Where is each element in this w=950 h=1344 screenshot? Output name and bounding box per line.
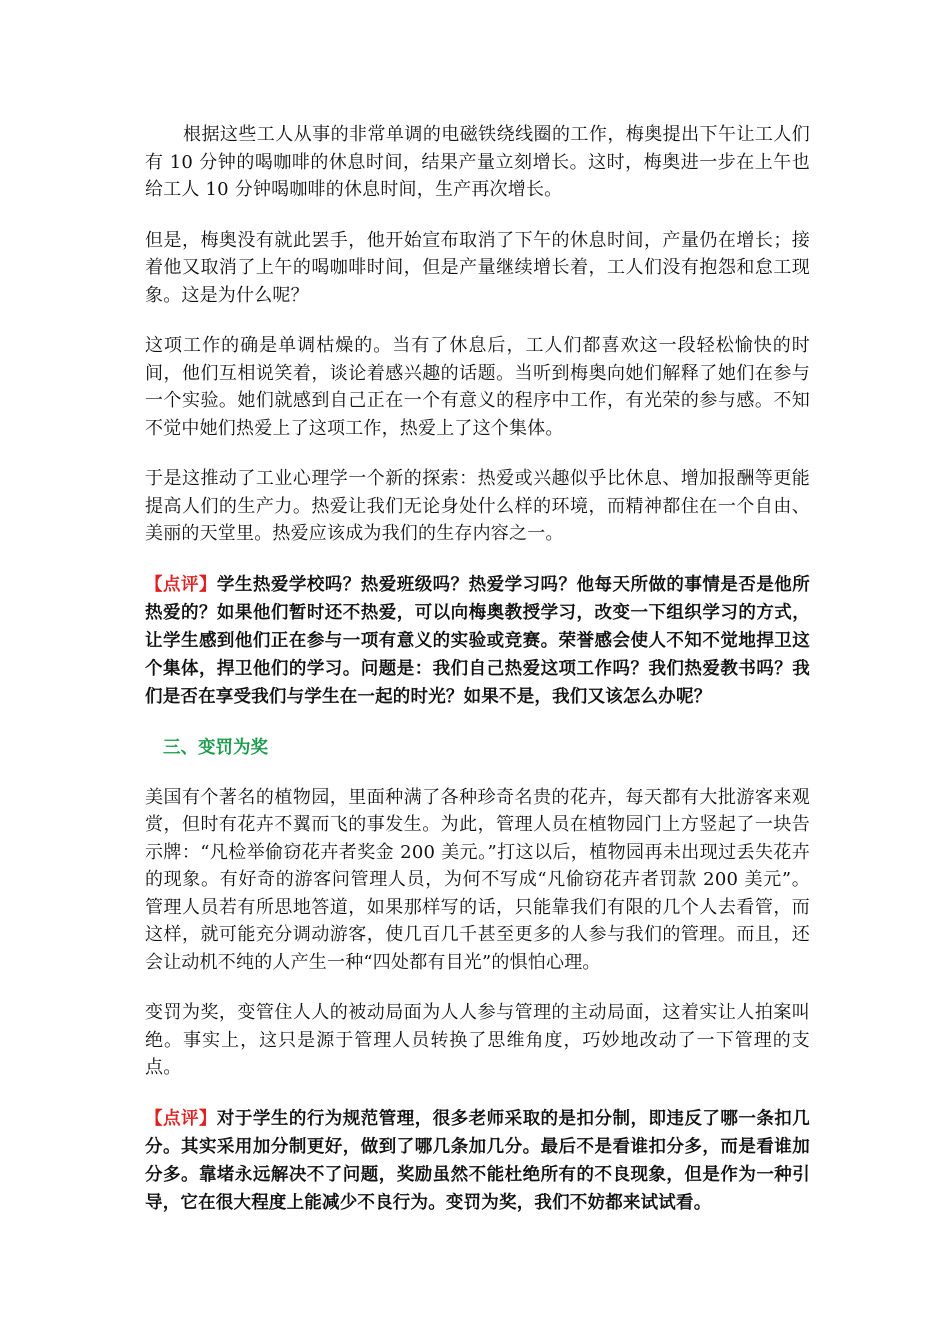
comment-tag: 【点评】 — [145, 574, 217, 595]
comment-tag: 【点评】 — [145, 1108, 217, 1129]
paragraph-reward-instead: 变罚为奖，变管住人人的被动局面为人人参与管理的主动局面，这着实让人拍案叫绝。事实上，这只是源于管理人员转换了思维角度，巧妙地改动了一下管理的支点。 — [145, 1002, 810, 1078]
comment-text: 学生热爱学校吗？热爱班级吗？热爱学习吗？他每天所做的事情是否是他所热爱的？如果他们暂时还不热爱，可以向梅奥教授学习，改变一下组织学习的方式，让学生感到他们正在参与一项有意义的实验或竞赛。荣誉感会使人不知不觉地捍卫这个集体，捍卫他们的学习。问题是：我们自己热爱这项工作吗？我们热爱教书吗？我们是否在享受我们与学生在一起的时光？如果不是，我们又该怎么办呢？ — [145, 574, 810, 707]
paragraph-industrial-psychology: 于是这推动了工业心理学一个新的探索：热爱或兴趣似乎比休息、增加报酬等更能提高人们的生产力。热爱让我们无论身处什么样的环境，而精神都住在一个自由、美丽的天堂里。热爱应该成为我们的生存内容之一。 — [145, 468, 810, 544]
comment-text: 对于学生的行为规范管理，很多老师采取的是扣分制，即违反了哪一条扣几分。其实采用加分制更好，做到了哪几条加几分。最后不是看谁扣分多，而是看谁加分多。靠堵永远解决不了问题，奖励虽然不能杜绝所有的不良现象，但是作为一种引导，它在很大程度上能减少不良行为。变罚为奖，我们不妨都来试试看。 — [145, 1108, 810, 1213]
paragraph-work-monotonous: 这项工作的确是单调枯燥的。当有了休息后，工人们都喜欢这一段轻松愉快的时间，他们互相说笑着，谈论着感兴趣的话题。当听到梅奥向她们解释了她们在参与一个实验。她们就感到自己正在一个有意义的程序中工作，有光荣的参与感。不知不觉中她们热爱上了这项工作，热爱上了这个集体。 — [145, 335, 810, 439]
comment-block-love-work — [145, 571, 810, 711]
paragraph-botanical-garden: 美国有个著名的植物园，里面种满了各种珍奇名贵的花卉，每天都有大批游客来观赏，但时有花卉不翼而飞的事发生。为此，管理人员在植物园门上方竖起了一块告示牌：“凡检举偷窃花卉者奖金 200 美元。”打这以后，植物园再未出现过丢失花卉的现象。有好奇的游客问管理人员，为何不写成“凡偷窃花卉者罚款 200 美元”。管理人员若有所思地答道，如果那样写的话，只能靠我们有限的几个人去看管，而这样，就可能充分调动游客，使几百几千甚至更多的人参与我们的管理。而且，还会让动机不纯的人产生一种“四处都有目光”的惧怕心理。 — [145, 786, 810, 973]
paragraph-mayo-coffee-break: 根据这些工人从事的非常单调的电磁铁绕线圈的工作，梅奥提出下午让工人们有 10 分钟的喝咖啡的休息时间，结果产量立刻增长。这时，梅奥进一步在上午也给工人 10 分钟喝咖啡的休息时间，生产再次增长。 — [145, 124, 810, 200]
section-heading-punish-to-reward: 三、变罚为奖 — [163, 737, 268, 758]
comment-block-points-system — [145, 1105, 810, 1217]
document-page — [145, 121, 810, 1240]
paragraph-breaks-removed: 但是，梅奥没有就此罢手，他开始宣布取消了下午的休息时间，产量仍在增长；接着他又取消了上午的喝咖啡时间，但是产量继续增长着，工人们没有抱怨和怠工现象。这是为什么呢？ — [145, 229, 810, 306]
